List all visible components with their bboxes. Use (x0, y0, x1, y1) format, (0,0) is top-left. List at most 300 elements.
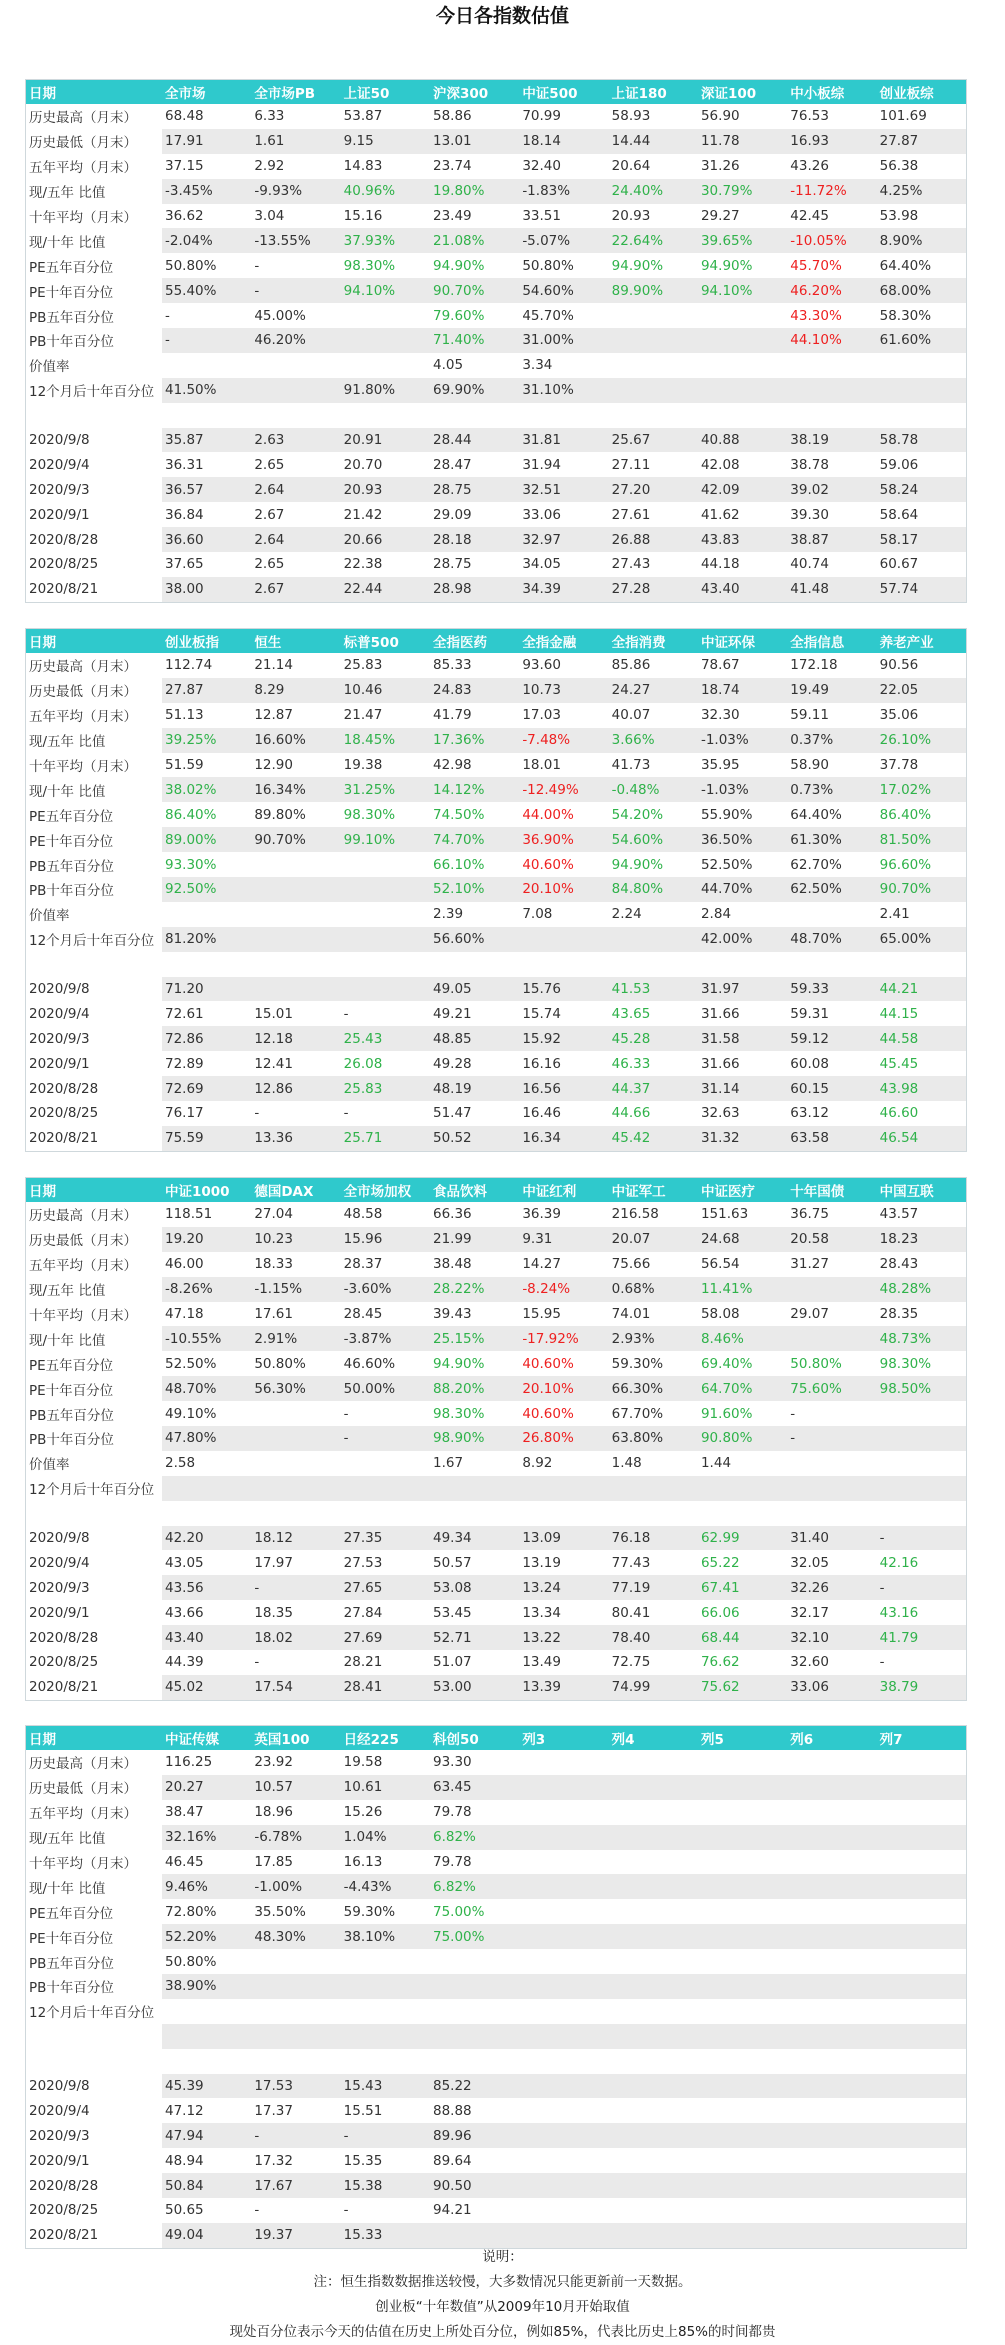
table-cell: 31.66 (700, 1055, 740, 1072)
table-cell (251, 1501, 340, 1526)
table-row (26, 2098, 966, 2123)
table-cell: 3.34 (522, 357, 553, 374)
table-cell (430, 1974, 519, 1999)
table-cell (341, 2024, 430, 2049)
table-cell: 75.60% (787, 1376, 876, 1401)
table-cell: 98.90% (430, 1426, 519, 1451)
table-cell: 48.85 (430, 1026, 519, 1051)
table-cell (877, 1800, 966, 1825)
table-cell (877, 1899, 966, 1924)
table-cell (787, 1451, 876, 1476)
table-cell: 53.08 (430, 1575, 519, 1600)
column-header: 上证180 (609, 80, 698, 104)
table-cell: 59.31 (790, 1005, 829, 1022)
table-cell (251, 927, 340, 952)
table-cell: 31.94 (522, 456, 561, 473)
table-cell (162, 353, 251, 378)
table-cell: 2.67 (251, 577, 340, 602)
table-cell: 77.19 (609, 1575, 698, 1600)
table-cell: 23.92 (254, 1754, 293, 1771)
table-cell: 39.43 (432, 1306, 472, 1322)
table-cell: 0.68% (609, 1277, 698, 1302)
table-row (26, 452, 966, 477)
table-cell: 4.05 (432, 357, 464, 374)
table-cell: 3.66% (609, 728, 698, 753)
table-cell: 38.78 (790, 456, 829, 473)
table-cell: 44.00% (522, 806, 574, 823)
table-cell: 20.64 (611, 158, 651, 175)
table-cell: 27.61 (611, 506, 651, 523)
table-cell (341, 1501, 430, 1526)
table-cell: 36.75 (790, 1206, 829, 1223)
table-cell (787, 1476, 876, 1501)
table-cell: 14.12% (430, 777, 519, 802)
table-cell (251, 1949, 340, 1974)
table-cell: 35.95 (700, 757, 740, 773)
table-cell: 18.01 (522, 757, 561, 773)
header-row (26, 80, 966, 104)
table-cell: 90.80% (698, 1426, 787, 1451)
table-cell: 40.60% (522, 856, 574, 873)
table-cell (877, 1874, 966, 1899)
table-cell: 91.60% (700, 1405, 753, 1422)
table-row (26, 1401, 966, 1426)
table-cell: 45.42 (609, 1126, 698, 1151)
table-cell: 43.05 (165, 1554, 204, 1571)
table-cell: 24.68 (698, 1227, 787, 1252)
table-cell: 74.01 (611, 1306, 651, 1322)
table-cell (519, 2123, 608, 2148)
table-cell: 25.67 (609, 428, 698, 453)
table-cell: 38.47 (165, 1804, 204, 1821)
table-cell (877, 1476, 966, 1501)
table-row (26, 1650, 966, 1675)
table-row (26, 1026, 966, 1051)
header-row (26, 1726, 966, 1750)
table-cell: 12.18 (251, 1026, 340, 1051)
table-cell: 44.58 (877, 1026, 966, 1051)
table-cell: 80.41 (611, 1604, 651, 1621)
table-cell: 1.67 (432, 1455, 464, 1472)
table-cell: 46.54 (877, 1126, 966, 1151)
table-cell (698, 2173, 787, 2198)
table-cell: 43.98 (877, 1076, 966, 1101)
table-cell: 19.58 (343, 1754, 383, 1771)
table-row (26, 802, 966, 827)
table-cell: 51.47 (432, 1105, 472, 1122)
table-cell: 43.65 (611, 1005, 651, 1022)
table-cell (787, 1949, 876, 1974)
table-row (26, 577, 966, 602)
table-cell: 43.40 (162, 1625, 251, 1650)
table-cell: 20.70 (343, 456, 383, 473)
table-cell: -9.93% (251, 179, 340, 204)
table-cell: 38.79 (877, 1675, 966, 1700)
table-cell: 54.20% (611, 806, 664, 823)
table-cell: 216.58 (611, 1206, 659, 1223)
row-label: 2020/9/8 (26, 2074, 162, 2099)
table-cell: 36.31 (165, 456, 204, 473)
row-label: 2020/8/21 (26, 577, 162, 602)
table-cell (698, 2198, 787, 2223)
table-row (26, 1974, 966, 1999)
table-cell: 20.91 (341, 428, 430, 453)
table-cell: 89.00% (162, 827, 251, 852)
table-cell: 66.06 (700, 1604, 740, 1621)
row-label: 价值率 (26, 902, 162, 927)
table-cell: 32.97 (519, 527, 608, 552)
table-cell: 32.26 (787, 1575, 876, 1600)
table-cell: 42.00% (698, 927, 787, 952)
table-cell: 2.65 (254, 456, 285, 473)
table-cell: 98.30% (343, 806, 396, 823)
table-cell: 20.58 (787, 1227, 876, 1252)
table-cell (519, 1899, 608, 1924)
row-label: 2020/9/1 (26, 1051, 162, 1076)
table-cell: 10.23 (251, 1227, 340, 1252)
table-cell: 34.39 (519, 577, 608, 602)
row-label: 2020/8/28 (26, 2173, 162, 2198)
row-label: 2020/9/3 (26, 1575, 162, 1600)
notes-line: 创业板“十年数值”从2009年10月开始取值 (375, 2299, 630, 2315)
table-cell (787, 1924, 876, 1949)
table-cell: - (254, 1654, 260, 1671)
table-cell (519, 1825, 608, 1850)
column-header: 上证50 (341, 80, 430, 104)
table-row (26, 927, 966, 952)
table-cell: 14.83 (343, 158, 383, 175)
table-row (26, 1625, 966, 1650)
table-cell (609, 1874, 698, 1899)
table-cell (609, 2123, 698, 2148)
table-cell: 89.64 (432, 2152, 472, 2169)
table-row (26, 253, 966, 278)
table-row (26, 2024, 966, 2049)
table-cell: 72.89 (165, 1055, 204, 1072)
table-cell (877, 1850, 966, 1875)
row-label: 现/十年 比值 (26, 228, 162, 253)
table-cell (609, 2074, 698, 2099)
table-cell: 56.54 (700, 1256, 740, 1273)
table-cell: 16.16 (522, 1055, 561, 1072)
table-cell: 30.79% (698, 179, 787, 204)
table-cell: 20.10% (519, 877, 608, 902)
table-cell: 93.60 (522, 657, 561, 674)
table-cell: 31.25% (341, 777, 430, 802)
table-cell (430, 1476, 519, 1501)
table-cell: 13.36 (251, 1126, 340, 1151)
valuation-grid (26, 80, 966, 602)
table-cell: 25.43 (341, 1026, 430, 1051)
table-row (26, 477, 966, 502)
table-cell (609, 1501, 698, 1526)
table-cell: 42.20 (162, 1526, 251, 1551)
table-cell: 37.78 (879, 757, 919, 773)
table-cell (519, 2098, 608, 2123)
column-header: 养老产业 (877, 629, 966, 653)
table-cell: 13.22 (519, 1625, 608, 1650)
table-cell (251, 378, 340, 403)
table-cell: 43.16 (879, 1604, 919, 1621)
table-cell: 18.14 (519, 129, 608, 154)
table-cell: 40.60% (522, 1355, 574, 1372)
column-header: 日经225 (341, 1726, 430, 1750)
table-cell (609, 378, 698, 403)
table-cell: 28.21 (343, 1654, 383, 1671)
table-cell: 78.67 (700, 657, 740, 674)
table-cell: 60.08 (790, 1055, 829, 1072)
row-label: 2020/8/28 (26, 527, 162, 552)
row-label: 2020/8/28 (26, 1625, 162, 1650)
column-header: 全指信息 (787, 629, 876, 653)
table-cell (877, 1999, 966, 2024)
table-cell: 27.69 (341, 1625, 430, 1650)
table-cell: 23.49 (432, 208, 472, 224)
table-cell (341, 1999, 430, 2024)
row-label: PE十年百分位 (26, 1924, 162, 1949)
table-cell: -3.60% (341, 1277, 430, 1302)
table-cell: 74.50% (432, 806, 485, 823)
column-header: 全市场加权 (341, 1178, 430, 1202)
column-header: 创业板综 (877, 80, 966, 104)
table-cell (162, 1476, 251, 1501)
table-cell (519, 2148, 608, 2173)
table-row (26, 552, 966, 577)
table-cell: 48.70% (162, 1376, 251, 1401)
row-label: 2020/9/1 (26, 2148, 162, 2173)
table-cell: - (343, 1105, 349, 1122)
table-cell: 21.47 (343, 707, 383, 724)
column-header: 中证军工 (609, 1178, 698, 1202)
table-cell: 37.65 (165, 556, 204, 573)
table-cell: 76.62 (700, 1654, 740, 1671)
table-cell: 59.12 (787, 1026, 876, 1051)
table-cell: 2.84 (700, 906, 732, 923)
table-cell (877, 378, 966, 403)
table-cell: 94.10% (698, 278, 787, 303)
table-cell: 17.02% (877, 777, 966, 802)
table-cell: 50.80% (165, 257, 217, 274)
table-cell: 86.40% (879, 806, 932, 823)
table-cell: 36.90% (519, 827, 608, 852)
column-header: 全指消费 (609, 629, 698, 653)
table-row (26, 1924, 966, 1949)
table-cell: 68.44 (698, 1625, 787, 1650)
row-label: 五年平均（月末） (26, 1800, 162, 1825)
table-cell: 47.12 (165, 2102, 204, 2119)
table-cell: 17.91 (162, 129, 251, 154)
table-cell: 21.14 (254, 657, 293, 674)
table-cell: 18.02 (251, 1625, 340, 1650)
table-cell (877, 2123, 966, 2148)
table-cell: 38.00 (162, 577, 251, 602)
table-row (26, 1126, 966, 1151)
table-cell: 43.83 (698, 527, 787, 552)
table-cell: 28.18 (430, 527, 519, 552)
table-cell: 56.30% (251, 1376, 340, 1401)
table-cell: 78.40 (609, 1625, 698, 1650)
table-cell: 10.73 (519, 678, 608, 703)
row-label: 2020/9/4 (26, 1001, 162, 1026)
table-cell: 49.34 (430, 1526, 519, 1551)
table-row (26, 1202, 966, 1227)
table-cell: 43.40 (698, 577, 787, 602)
table-cell: 67.70% (611, 1405, 664, 1422)
table-cell (698, 328, 787, 353)
table-cell (787, 1850, 876, 1875)
table-row (26, 2173, 966, 2198)
table-cell (251, 1451, 340, 1476)
row-label: PB五年百分位 (26, 1401, 162, 1426)
table-cell: 13.01 (430, 129, 519, 154)
table-row (26, 428, 966, 453)
table-cell: 48.30% (251, 1924, 340, 1949)
table-cell: 48.58 (343, 1206, 383, 1223)
table-cell: -3.87% (341, 1326, 430, 1351)
table-cell (787, 1999, 876, 2024)
table-cell (341, 2049, 430, 2074)
table-cell: -13.55% (251, 228, 340, 253)
table-cell (787, 2148, 876, 2173)
row-label: 2020/8/25 (26, 1101, 162, 1126)
table-cell: 46.20% (787, 278, 876, 303)
column-header: 列6 (787, 1726, 876, 1750)
table-row (26, 777, 966, 802)
column-header-date: 日期 (26, 80, 162, 104)
table-cell: 39.25% (162, 728, 251, 753)
table-row (26, 1825, 966, 1850)
column-header: 标普500 (341, 629, 430, 653)
table-cell: 47.18 (165, 1306, 204, 1322)
table-cell (698, 1850, 787, 1875)
table-row (26, 2049, 966, 2074)
table-cell: 52.20% (162, 1924, 251, 1949)
table-cell: 90.50 (430, 2173, 519, 2198)
table-cell: 58.78 (877, 428, 966, 453)
table-cell: 15.26 (343, 1804, 383, 1821)
table-cell: 61.30% (787, 827, 876, 852)
table-row (26, 2148, 966, 2173)
table-cell: 27.87 (877, 129, 966, 154)
table-cell: 31.32 (698, 1126, 787, 1151)
table-cell: 38.19 (787, 428, 876, 453)
table-cell (877, 1750, 966, 1775)
table-cell: 15.95 (522, 1306, 561, 1322)
table-cell (698, 2123, 787, 2148)
row-label: 历史最高（月末） (26, 104, 162, 129)
table-cell: 12.90 (254, 757, 293, 773)
table-cell (787, 2098, 876, 2123)
table-cell: 94.21 (432, 2202, 472, 2219)
table-cell: 94.90% (432, 1355, 485, 1372)
table-cell (609, 1800, 698, 1825)
table-cell: -11.72% (787, 179, 876, 204)
table-cell: 72.75 (611, 1654, 651, 1671)
table-cell: 90.70% (251, 827, 340, 852)
table-cell: 15.43 (341, 2074, 430, 2099)
column-header: 列3 (519, 1726, 608, 1750)
table-cell (251, 1974, 340, 1999)
table-cell: 56.90 (700, 108, 740, 125)
row-label: PE五年百分位 (26, 1899, 162, 1924)
table-cell (698, 1501, 787, 1526)
table-cell: 26.88 (609, 527, 698, 552)
table-row (26, 852, 966, 877)
table-cell (430, 952, 519, 977)
table-cell: 79.78 (432, 1804, 472, 1821)
header-row (26, 629, 966, 653)
table-cell: 63.12 (790, 1105, 829, 1122)
table-row (26, 1376, 966, 1401)
table-cell: 3.04 (254, 208, 285, 224)
table-row (26, 653, 966, 678)
table-cell: - (254, 257, 260, 274)
table-cell: 91.80% (341, 378, 430, 403)
table-cell: 35.06 (879, 707, 919, 724)
row-label: 2020/8/25 (26, 1650, 162, 1675)
table-cell (251, 353, 340, 378)
table-cell: 44.15 (879, 1005, 919, 1022)
table-cell: 27.53 (343, 1554, 383, 1571)
table-cell: 93.30% (165, 856, 217, 873)
table-cell: 22.38 (343, 556, 383, 573)
table-cell: 28.47 (432, 456, 472, 473)
table-cell (430, 1501, 519, 1526)
table-cell: 20.93 (611, 208, 651, 224)
table-cell: 45.02 (162, 1675, 251, 1700)
table-cell: 81.50% (877, 827, 966, 852)
row-label: 2020/9/3 (26, 2123, 162, 2148)
table-cell (609, 353, 698, 378)
column-header: 中证500 (519, 80, 608, 104)
table-cell: 2.63 (251, 428, 340, 453)
table-cell: 8.92 (522, 1455, 553, 1472)
table-cell (251, 1426, 340, 1451)
row-label: PE十年百分位 (26, 1376, 162, 1401)
table-cell: 24.27 (609, 678, 698, 703)
table-cell: 66.36 (432, 1206, 472, 1223)
table-cell (787, 1974, 876, 1999)
row-label: 现/五年 比值 (26, 1825, 162, 1850)
table-cell: 93.30 (432, 1754, 472, 1771)
table-cell: 55.40% (162, 278, 251, 303)
table-cell: 50.84 (162, 2173, 251, 2198)
table-cell (787, 2049, 876, 2074)
row-label: 历史最高（月末） (26, 1750, 162, 1775)
table-cell (430, 2049, 519, 2074)
table-cell (519, 2074, 608, 2099)
table-cell (251, 1999, 340, 2024)
table-cell: 71.20 (162, 977, 251, 1002)
row-label: 十年平均（月末） (26, 204, 162, 229)
table-cell: 35.87 (162, 428, 251, 453)
table-cell: - (251, 2123, 340, 2148)
table-cell: 43.56 (162, 1575, 251, 1600)
table-cell: 36.62 (165, 208, 204, 224)
row-label: 五年平均（月末） (26, 154, 162, 179)
column-header: 列4 (609, 1726, 698, 1750)
table-cell (251, 2024, 340, 2049)
table-cell: 13.24 (519, 1575, 608, 1600)
table-cell: 6.82% (430, 1874, 519, 1899)
table-cell (341, 303, 430, 328)
table-cell: 58.86 (432, 108, 472, 125)
table-cell: 15.16 (343, 208, 383, 224)
table-cell (341, 353, 430, 378)
table-cell (787, 1501, 876, 1526)
table-cell: 18.12 (251, 1526, 340, 1551)
table-cell: 1.44 (700, 1455, 732, 1472)
